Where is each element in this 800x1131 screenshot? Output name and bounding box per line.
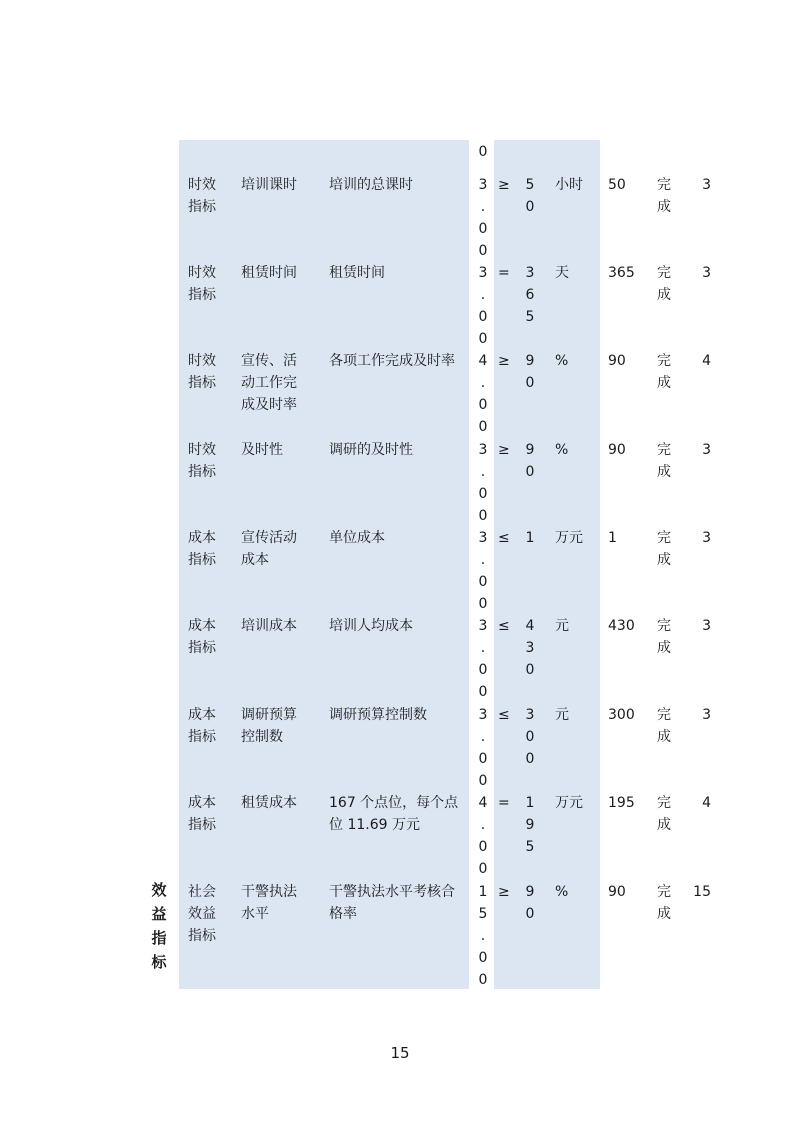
row-8-target: 1 9 5 (525, 795, 535, 855)
row-4-op: ≥ (498, 442, 510, 458)
row-5-desc: 单位成本 (329, 530, 385, 546)
row-2-score: 3 (702, 265, 711, 281)
row-9-desc: 干警执法水平考核合格率 (329, 884, 455, 922)
row-2-op: = (498, 265, 510, 281)
row-4-category: 时效 指标 (188, 442, 216, 480)
page-number: 15 (390, 1044, 410, 1062)
row-3-score: 4 (702, 353, 711, 369)
row-8-weight: 4 . 0 0 (478, 795, 488, 877)
row-3-category: 时效 指标 (188, 353, 216, 391)
row-6-target: 4 3 0 (525, 618, 535, 678)
row-6-weight: 3 . 0 0 (478, 618, 488, 700)
row-7-op: ≤ (498, 707, 510, 723)
row-5-unit: 万元 (555, 530, 583, 546)
row-8-category: 成本 指标 (188, 795, 216, 833)
row-5-category: 成本 指标 (188, 530, 216, 568)
row-7-weight: 3 . 0 0 (478, 707, 488, 789)
row-7-name: 调研预算控制数 (241, 707, 297, 745)
row-2-status: 完 成 (657, 265, 671, 303)
row-7-category: 成本 指标 (188, 707, 216, 745)
row-8-unit: 万元 (555, 795, 583, 811)
row-5-score: 3 (702, 530, 711, 546)
row-9-unit: % (555, 884, 569, 900)
row-7-status: 完 成 (657, 707, 671, 745)
row-3-desc: 各项工作完成及时率 (329, 353, 455, 369)
row-2-desc: 租赁时间 (329, 265, 385, 281)
row-3-name: 宣传、活动工作完成及时率 (241, 353, 297, 413)
row-7-unit: 元 (555, 707, 569, 723)
row-4-unit: % (555, 442, 569, 458)
row-4-score: 3 (702, 442, 711, 458)
row-8-desc: 167 个点位，每个点位 11.69 万元 (329, 795, 459, 833)
row-2-name: 租赁时间 (241, 265, 297, 281)
row-1-unit: 小时 (555, 177, 583, 193)
row-1-op: ≥ (498, 177, 510, 193)
row-9-weight: 1 5 . 0 0 (478, 884, 488, 988)
row-5-weight: 3 . 0 0 (478, 530, 488, 612)
row-2-unit: 天 (555, 265, 569, 281)
row-4-actual: 90 (608, 442, 626, 458)
row-7-score: 3 (702, 707, 711, 723)
row-2-category: 时效 指标 (188, 265, 216, 303)
row-7-target: 3 0 0 (525, 707, 535, 767)
row-4-weight: 3 . 0 0 (478, 442, 488, 524)
row-4-status: 完 成 (657, 442, 671, 480)
row-5-op: ≤ (498, 530, 510, 546)
row-4-name: 及时性 (241, 442, 283, 458)
row-5-target: 1 (525, 530, 535, 546)
row-9-score: 15 (693, 884, 711, 900)
row-3-target: 9 0 (525, 353, 535, 391)
row-8-status: 完 成 (657, 795, 671, 833)
row-1-category: 时效 指标 (188, 177, 216, 215)
row-1-status: 完 成 (657, 177, 671, 215)
row-6-unit: 元 (555, 618, 569, 634)
row-8-op: = (498, 795, 510, 811)
row-6-status: 完 成 (657, 618, 671, 656)
row-6-op: ≤ (498, 618, 510, 634)
shaded-column-target (494, 140, 600, 989)
row-5-status: 完 成 (657, 530, 671, 568)
row-9-actual: 90 (608, 884, 626, 900)
row-3-op: ≥ (498, 353, 510, 369)
row-8-name: 租赁成本 (241, 795, 297, 811)
row-9-status: 完 成 (657, 884, 671, 922)
row-9-name: 干警执法水平 (241, 884, 297, 922)
row-4-desc: 调研的及时性 (329, 442, 413, 458)
row-2-actual: 365 (608, 265, 635, 281)
row-8-score: 4 (702, 795, 711, 811)
row-1-score: 3 (702, 177, 711, 193)
row-1-desc: 培训的总课时 (329, 177, 413, 193)
row-1-weight: 3 . 0 0 (478, 177, 488, 259)
row-9-category: 社会 效益 指标 (188, 884, 216, 944)
row-6-category: 成本 指标 (188, 618, 216, 656)
row-8-actual: 195 (608, 795, 635, 811)
row-7-actual: 300 (608, 707, 635, 723)
row-1-actual: 50 (608, 177, 626, 193)
section-label-benefit: 效 益 指 标 (151, 881, 167, 971)
row-6-desc: 培训人均成本 (329, 618, 413, 634)
row-3-weight: 4 . 0 0 (478, 353, 488, 435)
row-5-actual: 1 (608, 530, 617, 546)
row-6-actual: 430 (608, 618, 635, 634)
row-2-target: 3 6 5 (525, 265, 535, 325)
row-1-name: 培训课时 (241, 177, 297, 193)
row-9-op: ≥ (498, 884, 510, 900)
row-5-name: 宣传活动成本 (241, 530, 297, 568)
row-7-desc: 调研预算控制数 (329, 707, 427, 723)
row-1-target: 5 0 (525, 177, 535, 215)
row-6-name: 培训成本 (241, 618, 297, 634)
row-3-status: 完 成 (657, 353, 671, 391)
row-9-target: 9 0 (525, 884, 535, 922)
row-4-target: 9 0 (525, 442, 535, 480)
weight-fragment-top: 0 (478, 144, 488, 160)
row-3-unit: % (555, 353, 569, 369)
row-3-actual: 90 (608, 353, 626, 369)
row-2-weight: 3 . 0 0 (478, 265, 488, 347)
row-6-score: 3 (702, 618, 711, 634)
